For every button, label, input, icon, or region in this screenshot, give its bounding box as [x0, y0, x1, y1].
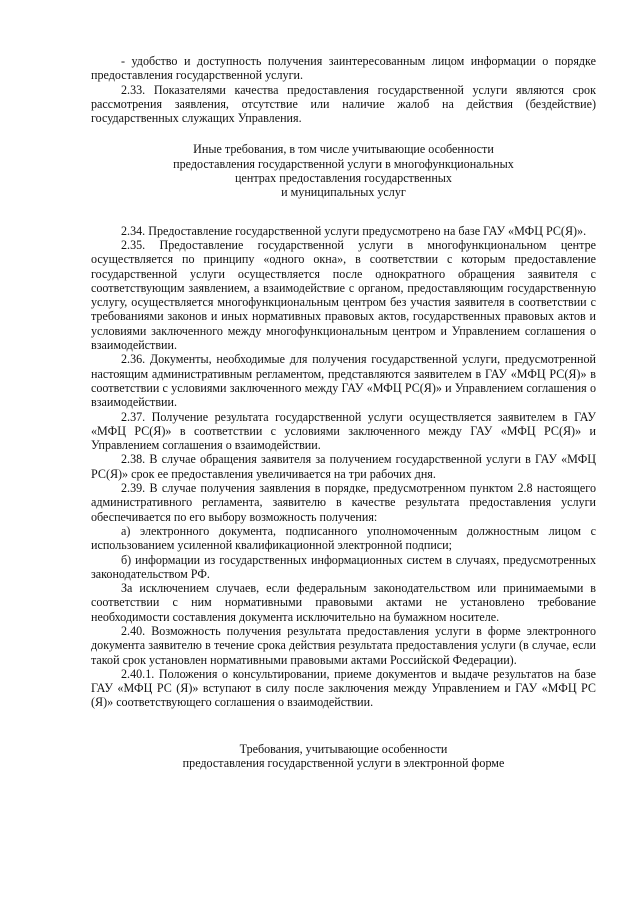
paragraph-exception: За исключением случаев, если федеральным законодательством или принимаемыми в соответствии с ним нормативными правовыми актами не установлено требование необходимости составления документа исключительно на бумажном носителе.	[91, 581, 596, 624]
paragraph-convenience: - удобство и доступность получения заинтересованным лицом информации о порядке предоставления государственной услуги.	[91, 54, 596, 83]
heading-line: предоставления государственной услуги в многофункциональных	[173, 156, 514, 171]
paragraph-2-40: 2.40. Возможность получения результата предоставления услуги в форме электронного документа заявителю в течение срока действия результата предоставления услуги (в случае, если такой срок установлен нормативными правовыми актами Российской Федерации).	[91, 623, 596, 667]
heading-line: и муниципальных услуг	[281, 185, 406, 200]
heading-line: Иные требования, в том числе учитывающие особенности	[193, 142, 494, 157]
paragraph-2-34: 2.34. Предоставление государственной услуги предусмотрено на базе ГАУ «МФЦ РС(Я)».	[121, 223, 587, 238]
paragraph-2-40-1: 2.40.1. Положения о консультировании, приеме документов и выдаче результатов на базе ГАУ «МФЦ РС (Я)» вступают в силу после заключения между Управлением и ГАУ «МФЦ РС (Я)» соответствующего соглашения о взаимодействии.	[91, 666, 596, 710]
section-heading-mfc	[91, 142, 596, 199]
paragraph-2-39-b: б) информации из государственных информационных систем в случаях, предусмотренных законодательством РФ.	[91, 552, 596, 581]
paragraph-2-35: 2.35. Предоставление государственной услуги в многофункциональном центре осуществляется по принципу «одного окна», в соответствии с которым предоставление государственной услуги осуществляется после однократного обращения заявителя с соответствующим заявлением, а взаимодействие с органом, предоставляющим государственную услугу, осуществляется многофункциональным центром без участия заявителя в соответствии с требованиями законов и иных нормативных правовых актов, государственных правовых актов и условиями заключенного между многофункциональным центром и Управлением соглашения о взаимодействии.	[91, 237, 596, 353]
section-heading-electronic	[91, 742, 596, 771]
paragraph-2-39: 2.39. В случае получения заявления в порядке, предусмотренном пунктом 2.8 настоящего административного регламента, заявителю в качестве результата предоставления услуги обеспечивается по его выбору возможность получения:	[91, 481, 596, 524]
paragraph-2-39-a: а) электронного документа, подписанного уполномоченным должностным лицом с использованием усиленной квалификационной электронной подписи;	[91, 523, 596, 553]
heading-line: предоставления государственной услуги в электронной форме	[182, 756, 505, 771]
paragraph-2-33: 2.33. Показателями качества предоставления государственной услуги являются срок рассмотрения заявления, отсутствие или наличие жалоб на действия (бездействие) государственных служащих Управления.	[91, 82, 596, 126]
paragraph-2-36: 2.36. Документы, необходимые для получения государственной услуги, предусмотренной настоящим административным регламентом, представляются заявителем в ГАУ «МФЦ РС(Я)» в соответствии с условиями заключенного между ГАУ «МФЦ РС(Я)» и Управлением соглашения о взаимодействии.	[91, 352, 596, 410]
paragraph-2-37: 2.37. Получение результата государственной услуги осуществляется заявителем в ГАУ «МФЦ РС(Я)» в соответствии с условиями заключенного между ГАУ «МФЦ РС(Я)» и Управлением соглашения о взаимодействии.	[91, 409, 596, 453]
heading-line: центрах предоставления государственных	[235, 171, 452, 186]
heading-line: Требования, учитывающие особенности	[239, 741, 448, 756]
paragraph-2-38: 2.38. В случае обращения заявителя за получением государственной услуги в ГАУ «МФЦ РС(Я)» срок ее предоставления увеличивается на три рабочих дня.	[91, 452, 596, 481]
